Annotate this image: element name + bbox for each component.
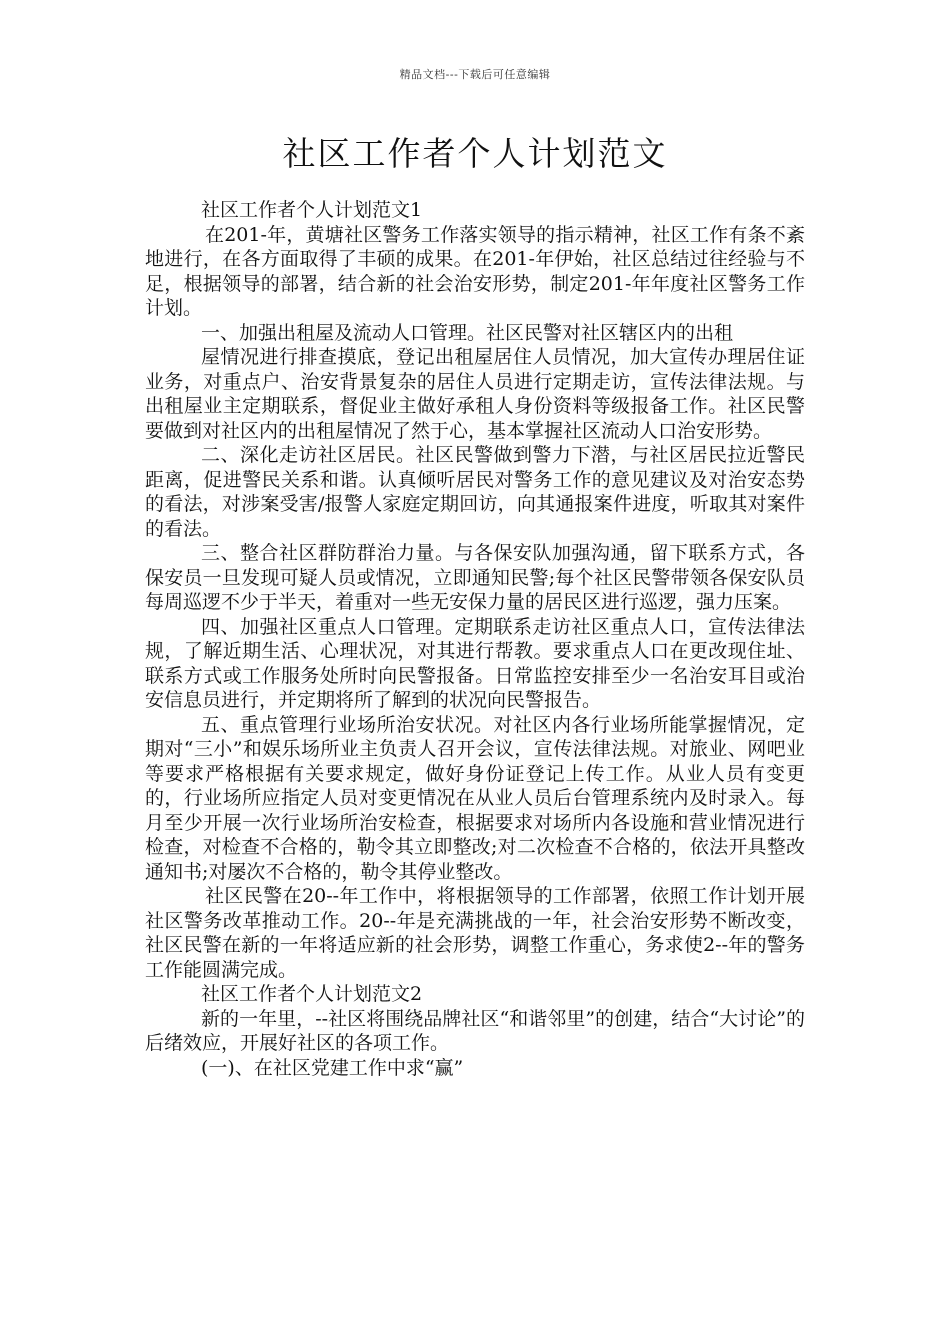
body-paragraph: 三、整合社区群防群治力量。与各保安队加强沟通，留下联系方式，各保安员一旦发现可疑人员或情况，立即通知民警;每个社区民警带领各保安队员每周巡逻不少于半天，着重对一些无安保力量的居民区进行巡逻，强力压案。 [145,542,805,613]
body-paragraph: 四、加强社区重点人口管理。定期联系走访社区重点人口，宣传法律法规，了解近期生活、心理状况，对其进行帮教。要求重点人口在更改现住址、联系方式或工作服务处所时向民警报备。日常监控安排至少一名治安耳目或治安信息员进行，并定期将所了解到的状况向民警报告。 [145,615,805,711]
document-title: 社区工作者个人计划范文 [282,134,668,173]
body-paragraph: 屋情况进行排查摸底，登记出租屋居住人员情况，加大宣传办理居住证业务，对重点户、治安背景复杂的居住人员进行定期走访，宣传法律法规。与出租屋业主定期联系，督促业主做好承租人身份资料等级报备工作。社区民警要做到对社区内的出租屋情况了然于心，基本掌握社区流动人口治安形势。 [145,346,805,442]
section-heading-1: 社区工作者个人计划范文1 [201,199,423,221]
section-heading-2: 社区工作者个人计划范文2 [201,983,423,1005]
body-paragraph: 一、加强出租屋及流动人口管理。社区民警对社区辖区内的出租 [201,321,734,344]
document-body [145,198,805,1080]
body-paragraph: 二、深化走访社区居民。社区民警做到警力下潜，与社区居民拉近警民距离，促进警民关系和谐。认真倾听居民对警务工作的意见建议及对治安态势的看法，对涉案受害/报警人家庭定期回访，向其通报案件进度，听取其对案件的看法。 [145,444,805,540]
body-paragraph: (一)、在社区党建工作中求“赢” [201,1056,464,1079]
body-paragraph: 新的一年里，--社区将围绕品牌社区“和谐邻里”的创建，结合“大讨论”的后绪效应，开展好社区的各项工作。 [145,1007,805,1054]
body-paragraph: 社区民警在20--年工作中，将根据领导的工作部署，依照工作计划开展社区警务改革推动工作。20--年是充满挑战的一年，社会治安形势不断改变，社区民警在新的一年将适应新的社会形势，调整工作重心，务求使2--年的警务工作能圆满完成。 [145,885,805,981]
body-paragraph: 五、重点管理行业场所治安状况。对社区内各行业场所能掌握情况，定期对“三小”和娱乐场所业主负责人召开会议，宣传法律法规。对旅业、网吧业等要求严格根据有关要求规定，做好身份证登记上传工作。从业人员有变更的，行业场所应指定人员对变更情况在从业人员后台管理系统内及时录入。每月至少开展一次行业场所治安检查，根据要求对场所内各设施和营业情况进行检查，对检查不合格的，勒令其立即整改;对二次检查不合格的，依法开具整改通知书;对屡次不合格的，勒令其停业整改。 [145,713,805,883]
body-paragraph: 在201-年，黄塘社区警务工作落实领导的指示精神，社区工作有条不紊地进行，在各方面取得了丰硕的成果。在201-年伊始，社区总结过往经验与不足，根据领导的部署，结合新的社会治安形势，制定201-年年度社区警务工作计划。 [145,223,805,319]
header-note: 精品文档---下载后可任意编辑 [399,68,551,81]
